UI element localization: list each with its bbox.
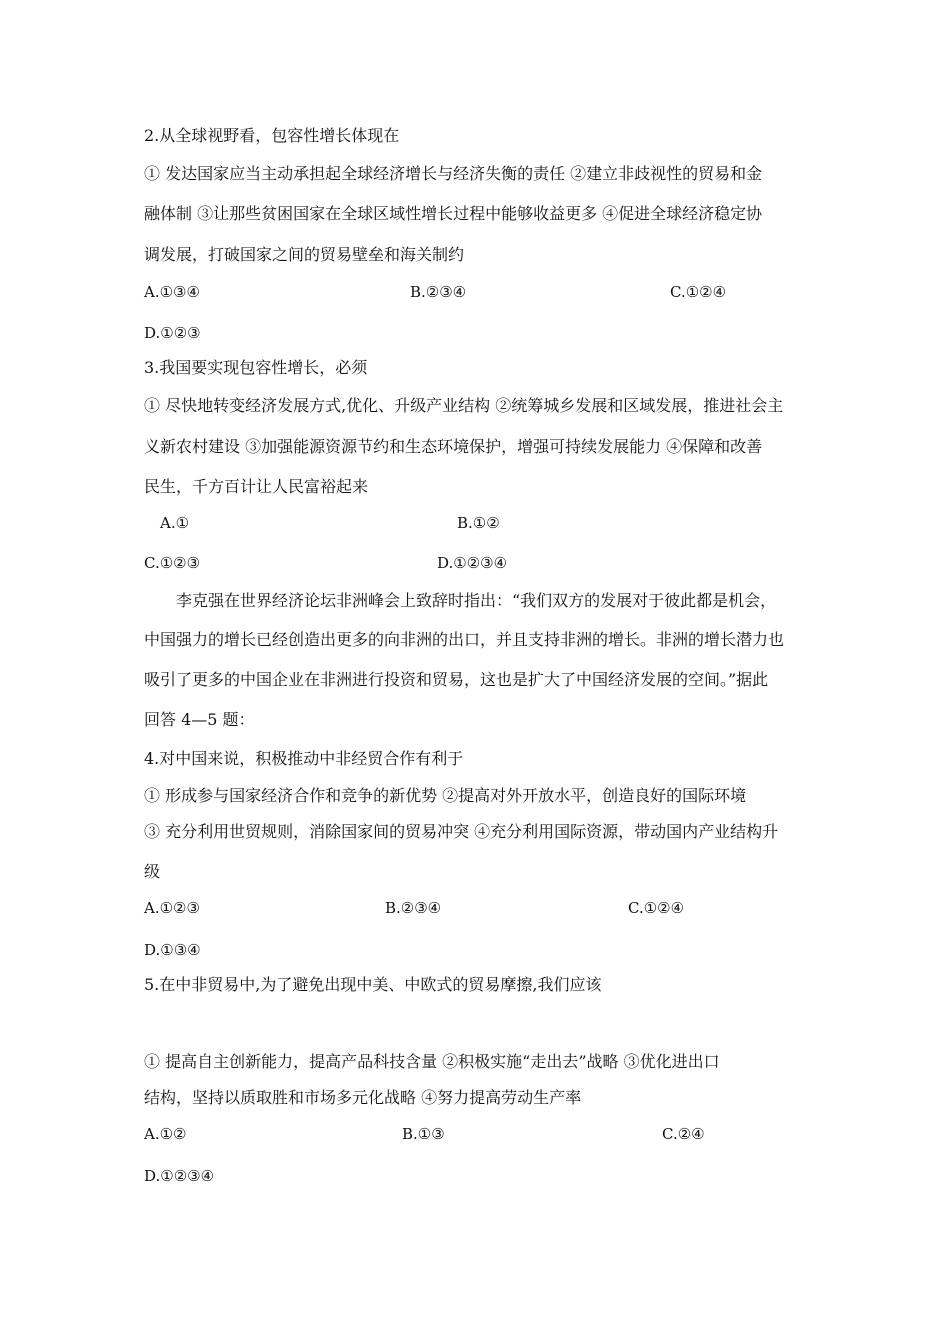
question-4-line-1: ① 形成参与国家经济合作和竞争的新优势 ②提高对外开放水平，创造良好的国际环境 [144, 786, 747, 805]
question-3-line-1: ① 尽快地转变经济发展方式,优化、升级产业结构 ②统筹城乡发展和区域发展，推进社会主 [144, 396, 784, 415]
question-5-option-c: C.②④ [662, 1125, 705, 1143]
question-5-option-b: B.①③ [402, 1125, 445, 1143]
question-3-option-a: A.① [160, 514, 190, 532]
question-2-option-a: A.①③④ [144, 283, 200, 301]
question-2-option-c: C.①②④ [670, 283, 727, 301]
question-2-line-1: ① 发达国家应当主动承担起全球经济增长与经济失衡的责任 ②建立非歧视性的贸易和金 [144, 164, 763, 183]
question-5-option-d: D.①②③④ [144, 1167, 215, 1185]
question-2-line-3: 调发展，打破国家之间的贸易壁垒和海关制约 [144, 245, 465, 264]
question-4-option-a: A.①②③ [144, 899, 200, 917]
passage-line-3: 吸引了更多的中国企业在非洲进行投资和贸易，这也是扩大了中国经济发展的空间。”据此 [144, 670, 769, 689]
question-4-stem: 4.对中国来说，积极推动中非经贸合作有利于 [144, 749, 464, 768]
question-4-option-d: D.①③④ [144, 941, 201, 959]
question-3-option-b: B.①② [457, 514, 500, 532]
question-3-stem: 3.我国要实现包容性增长，必须 [144, 358, 368, 377]
passage-line-4: 回答 4—5 题： [144, 710, 255, 729]
question-5-line-1: ① 提高自主创新能力，提高产品科技含量 ②积极实施“走出去”战略 ③优化进出口 [144, 1052, 720, 1071]
question-4-line-2: ③ 充分利用世贸规则，消除国家间的贸易冲突 ④充分利用国际资源，带动国内产业结构升 [144, 822, 779, 841]
question-2-line-2: 融体制 ③让那些贫困国家在全球区域性增长过程中能够收益更多 ④促进全球经济稳定协 [144, 204, 763, 223]
question-3-option-d: D.①②③④ [437, 554, 508, 572]
passage-line-1: 李克强在世界经济论坛非洲峰会上致辞时指出：“我们双方的发展对于彼此都是机会， [176, 591, 777, 610]
question-2-option-d: D.①②③ [144, 324, 201, 342]
question-2-stem: 2.从全球视野看，包容性增长体现在 [144, 126, 400, 145]
question-5-stem: 5.在中非贸易中,为了避免出现中美、中欧式的贸易摩擦,我们应该 [144, 975, 602, 994]
question-4-option-b: B.②③④ [385, 899, 442, 917]
passage-line-2: 中国强力的增长已经创造出更多的向非洲的出口，并且支持非洲的增长。非洲的增长潜力也 [144, 630, 785, 649]
question-5-line-2: 结构，坚持以质取胜和市场多元化战略 ④努力提高劳动生产率 [144, 1088, 582, 1107]
question-4-line-3: 级 [144, 862, 161, 881]
question-2-option-b: B.②③④ [410, 283, 467, 301]
question-3-line-3: 民生，千方百计让人民富裕起来 [144, 477, 369, 496]
question-3-option-c: C.①②③ [144, 554, 201, 572]
question-3-line-2: 义新农村建设 ③加强能源资源节约和生态环境保护，增强可持续发展能力 ④保障和改善 [144, 437, 763, 456]
question-4-option-c: C.①②④ [628, 899, 685, 917]
question-5-option-a: A.①② [144, 1125, 187, 1143]
